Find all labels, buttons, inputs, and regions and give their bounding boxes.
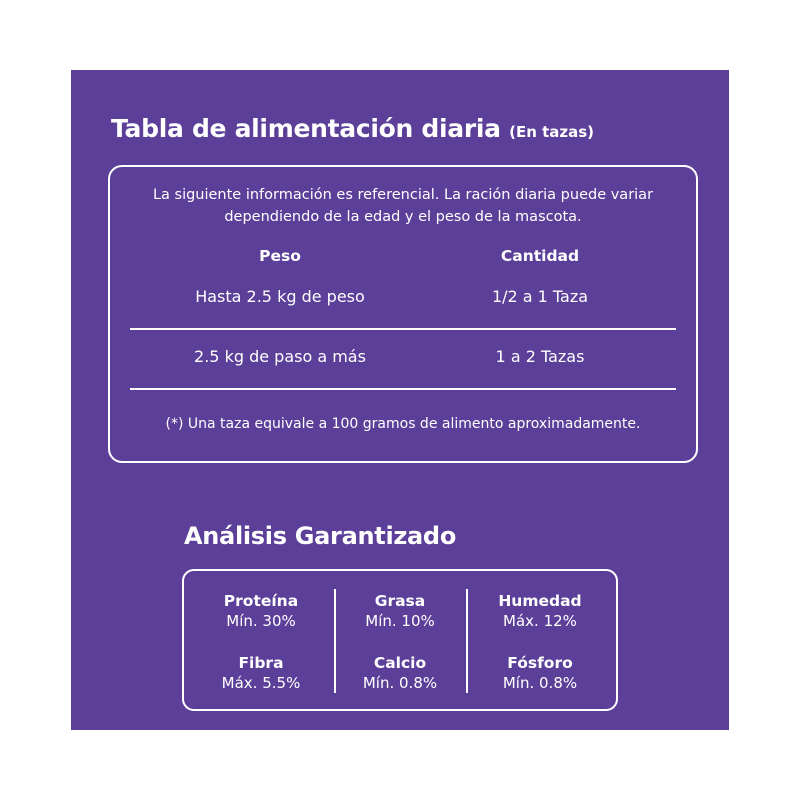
row-2-amount: 1 a 2 Tazas [495, 347, 585, 366]
nutrient-phosphorus [475, 653, 605, 693]
column-divider [466, 589, 468, 693]
nutrient-value: Máx. 5.5% [221, 674, 301, 692]
row-1-weight: Hasta 2.5 kg de peso [195, 287, 365, 306]
footnote: (*) Una taza equivale a 100 gramos de alimento aproximadamente. [165, 416, 641, 432]
feeding-intro [122, 184, 684, 228]
nutrient-value: Mín. 30% [226, 612, 296, 630]
nutrient-value: Mín. 0.8% [362, 674, 438, 692]
nutrient-value: Mín. 0.8% [502, 674, 578, 692]
feeding-table [108, 165, 698, 463]
column-header-amount: Cantidad [500, 247, 580, 265]
analysis-title: Análisis Garantizado [184, 522, 457, 550]
feeding-title-suffix: (En tazas) [509, 123, 595, 141]
feeding-table-title [111, 114, 594, 143]
nutrient-name: Calcio [373, 654, 427, 672]
feeding-title-text: Tabla de alimentación diaria [111, 114, 501, 143]
nutrient-protein [196, 591, 326, 631]
row-2-weight: 2.5 kg de paso a más [194, 347, 366, 366]
intro-line-1: La siguiente información es referencial. La ración diaria puede variar [152, 187, 654, 203]
row-1-amount: 1/2 a 1 Taza [491, 287, 589, 306]
intro-line-2: dependiendo de la edad y el peso de la mascota. [224, 209, 582, 225]
nutrient-fiber [196, 653, 326, 693]
nutrient-moisture [475, 591, 605, 631]
nutrient-name: Fibra [238, 654, 284, 672]
row-divider [130, 388, 676, 390]
nutrient-name: Fósforo [507, 654, 573, 672]
guaranteed-analysis-box [182, 569, 618, 711]
nutrient-value: Máx. 12% [503, 612, 577, 630]
nutrient-fat [335, 591, 465, 631]
info-panel [71, 70, 729, 730]
row-divider [130, 328, 676, 330]
nutrient-name: Grasa [374, 592, 426, 610]
nutrient-name: Humedad [498, 592, 582, 610]
nutrient-name: Proteína [223, 592, 299, 610]
column-header-weight: Peso [259, 247, 301, 265]
nutrient-value: Mín. 10% [365, 612, 435, 630]
nutrient-calcium [335, 653, 465, 693]
